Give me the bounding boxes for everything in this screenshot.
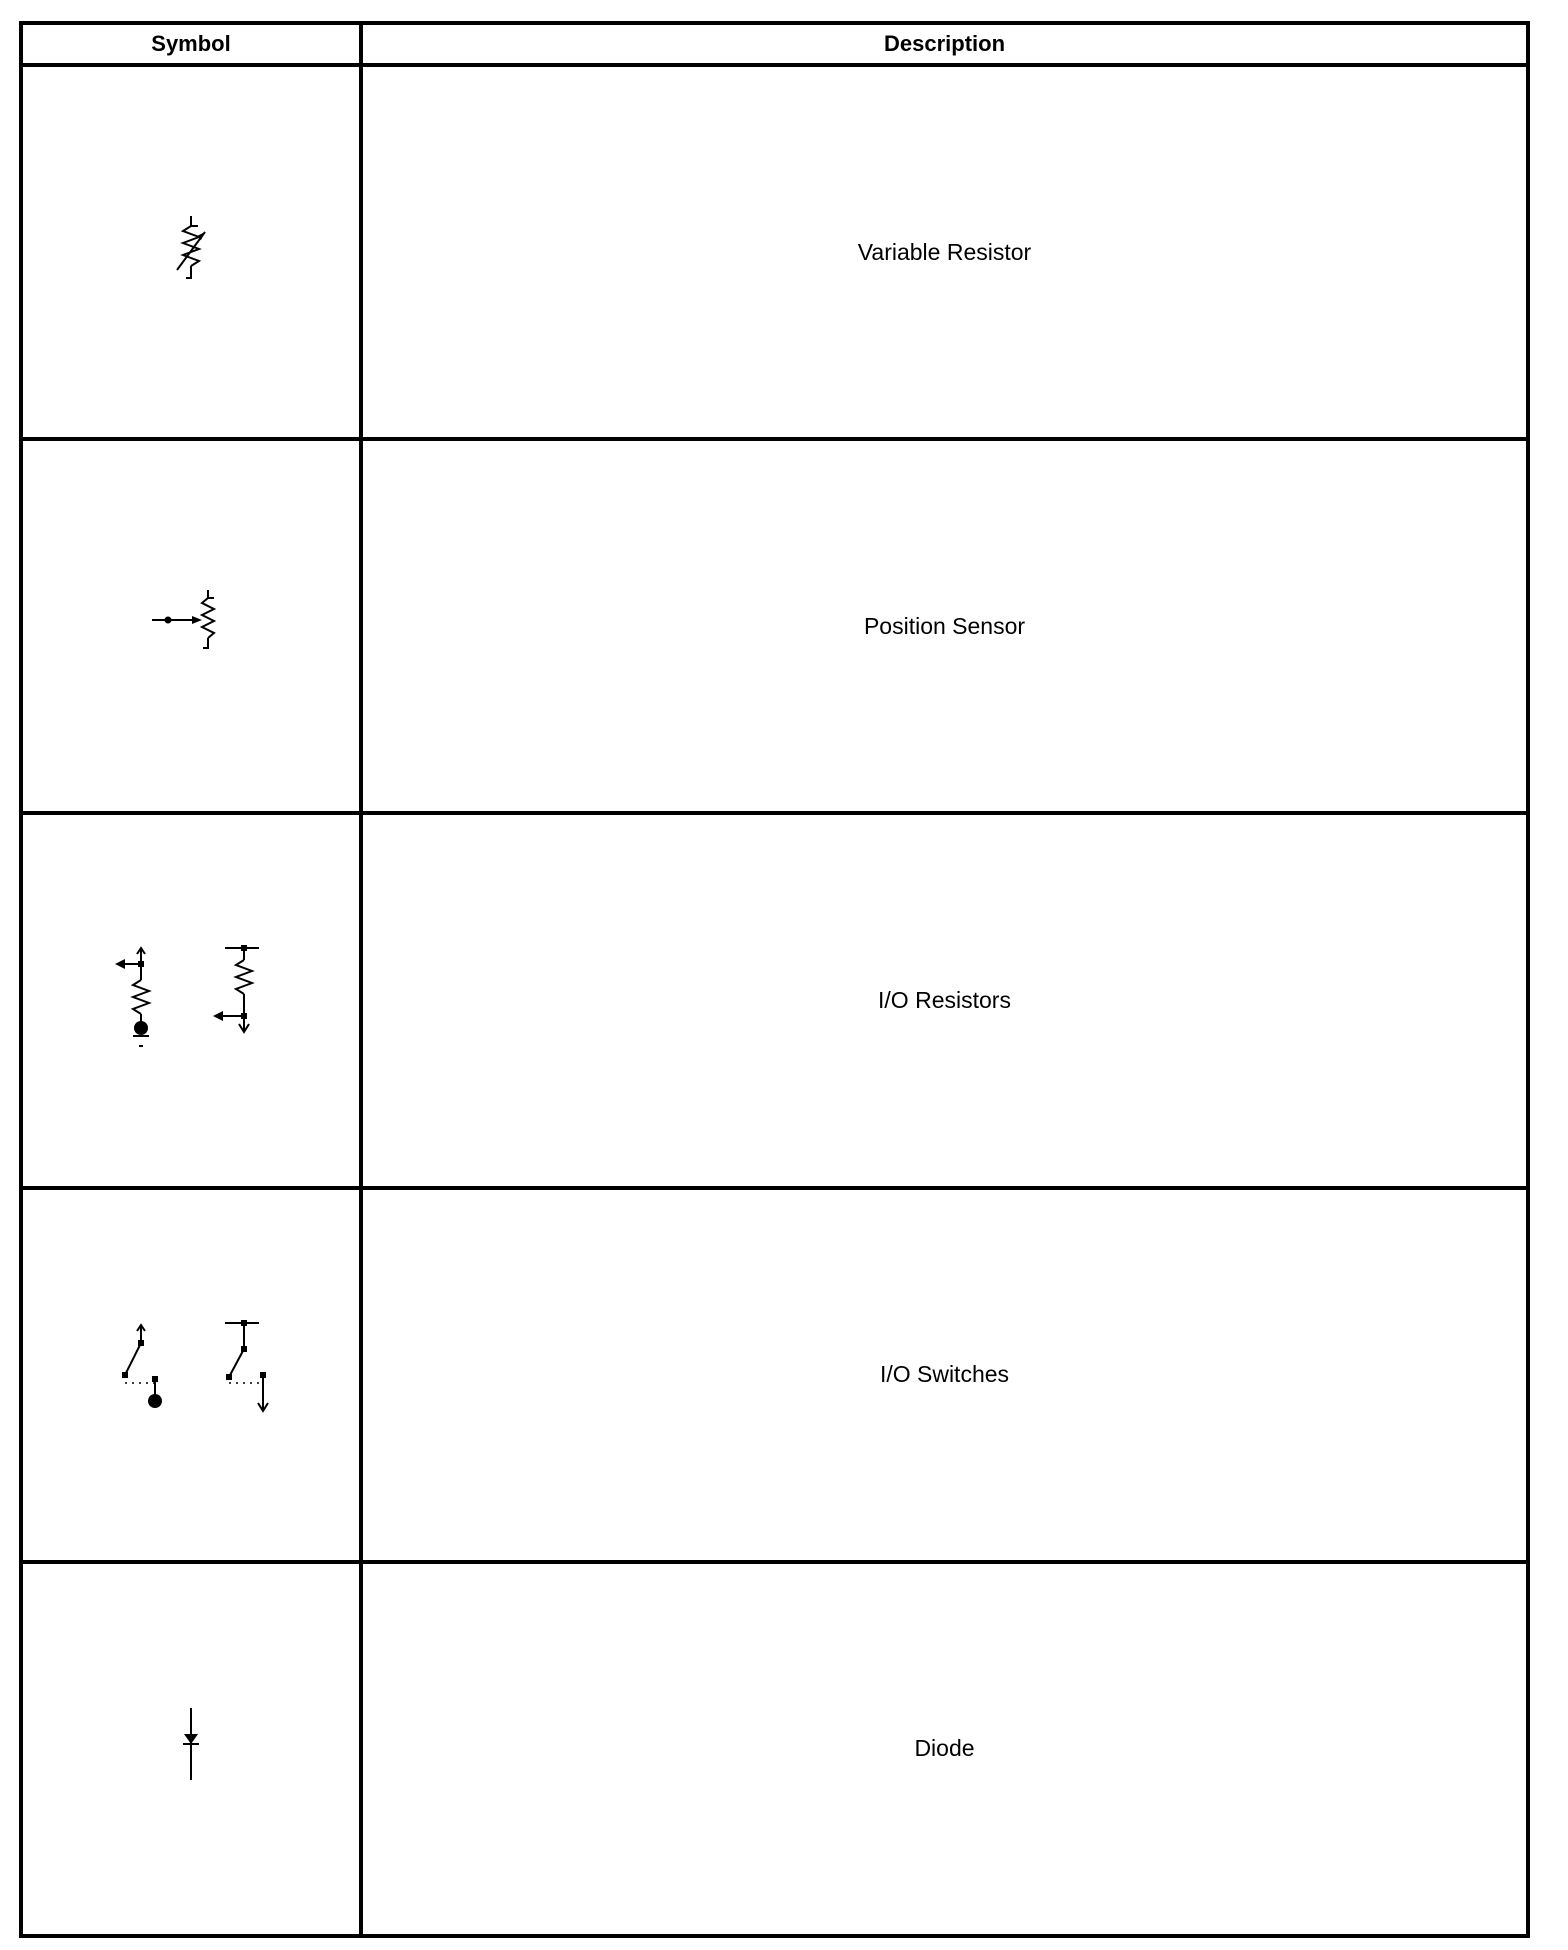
symbols-table bbox=[19, 21, 1530, 1938]
symbol-cell bbox=[21, 1188, 361, 1562]
table-header-row bbox=[21, 23, 1528, 65]
table-row bbox=[21, 1188, 1528, 1562]
description-cell: Variable Resistor bbox=[361, 65, 1528, 439]
variable-resistor-icon bbox=[161, 212, 221, 292]
io-switches-icon bbox=[81, 1315, 301, 1435]
table-row bbox=[21, 439, 1528, 813]
symbol-cell bbox=[21, 1562, 361, 1936]
symbol-cell bbox=[21, 439, 361, 813]
position-sensor-icon bbox=[146, 586, 236, 666]
table-row bbox=[21, 813, 1528, 1187]
description-cell: Position Sensor bbox=[361, 439, 1528, 813]
symbol-cell bbox=[21, 65, 361, 439]
description-cell: I/O Switches bbox=[361, 1188, 1528, 1562]
io-resistors-icon bbox=[81, 940, 301, 1060]
diode-icon bbox=[171, 1704, 211, 1794]
description-cell: I/O Resistors bbox=[361, 813, 1528, 1187]
symbol-cell bbox=[21, 813, 361, 1187]
description-column-header: Description bbox=[361, 23, 1528, 65]
description-cell: Diode bbox=[361, 1562, 1528, 1936]
table-row bbox=[21, 65, 1528, 439]
table-row bbox=[21, 1562, 1528, 1936]
symbol-column-header: Symbol bbox=[21, 23, 361, 65]
